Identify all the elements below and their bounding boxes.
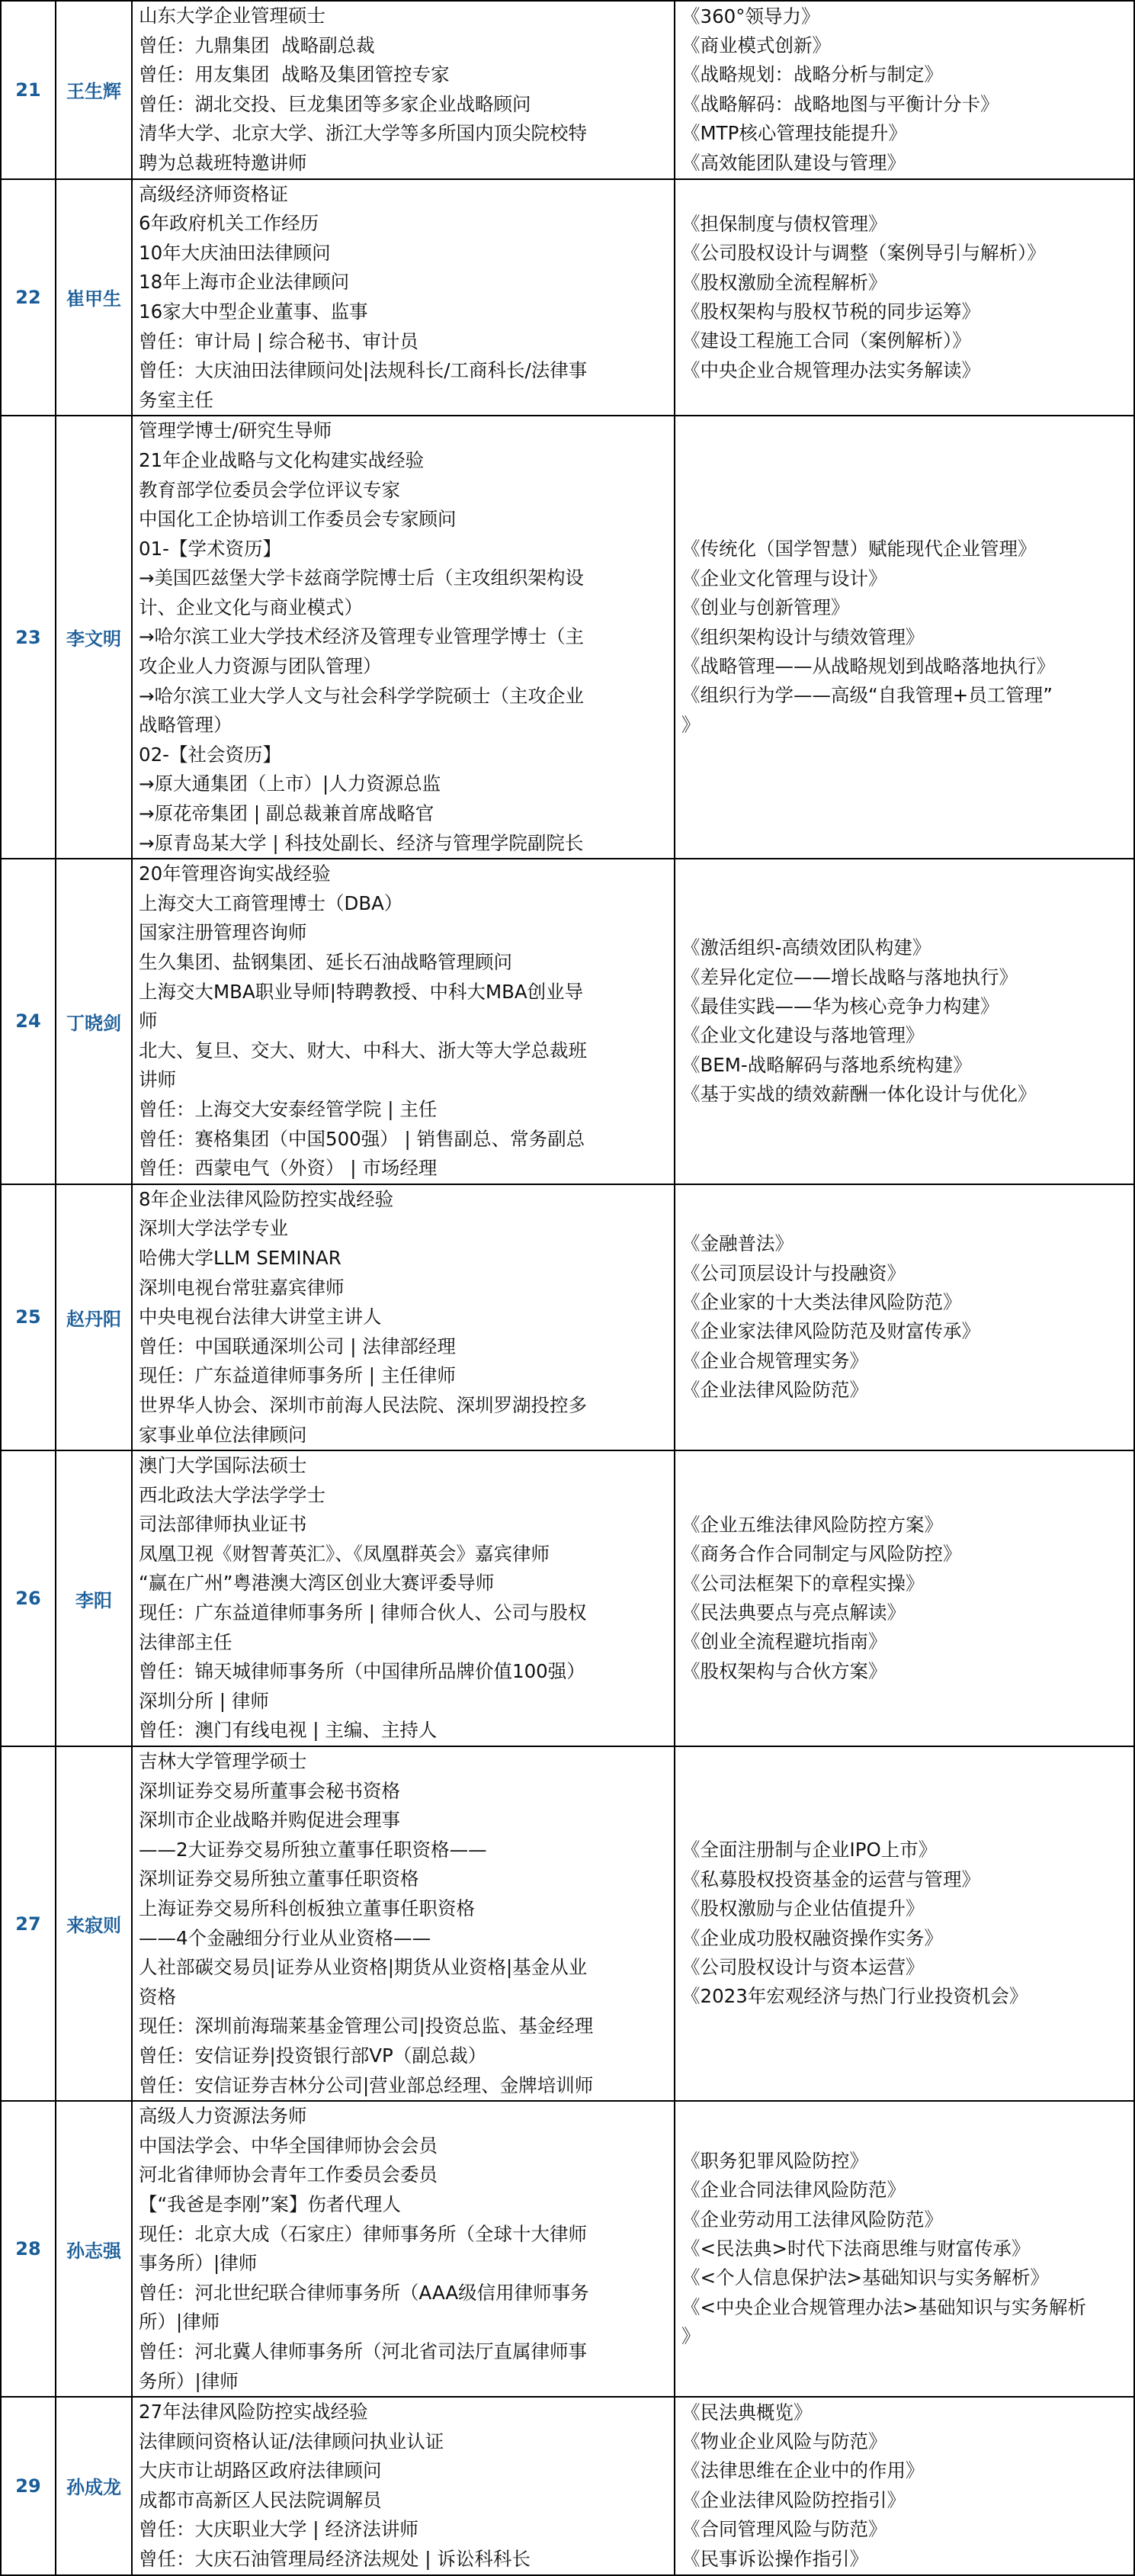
row-number: 23 xyxy=(1,416,56,859)
row-number: 28 xyxy=(1,2101,56,2397)
course-title: 《高效能团队建设与管理》 xyxy=(681,151,906,174)
lecturer-profile xyxy=(132,1,675,179)
lecturer-profile xyxy=(132,2397,675,2575)
course-title: 《企业劳动用工法律风险防范》 xyxy=(681,2208,943,2231)
profile-line: 人社部碳交易员|证券从业资格|期货从业资格|基金从业 xyxy=(139,1956,588,1979)
lecturer-profile xyxy=(132,1746,675,2101)
course-title: 《基于实战的绩效薪酬一体化设计与优化》 xyxy=(681,1083,1037,1106)
profile-line: 曾任：中国联通深圳公司 | 法律部经理 xyxy=(139,1335,456,1357)
row-number: 29 xyxy=(1,2397,56,2575)
course-title: 《企业合规管理实务》 xyxy=(681,1349,868,1372)
course-title: 《组织架构设计与绩效管理》 xyxy=(681,625,925,648)
profile-line: 资格 xyxy=(139,1985,176,2008)
lecturer-courses xyxy=(675,1450,1134,1746)
profile-line: 现任：广东益道律师事务所 | 主任律师 xyxy=(139,1364,456,1387)
profile-line: →原青岛某大学 | 科技处副长、经济与管理学院副院长 xyxy=(139,831,584,854)
course-title: 《战略规划：战略分析与制定》 xyxy=(681,63,943,86)
row-number: 22 xyxy=(1,179,56,416)
profile-line: 曾任：赛格集团（中国500强） | 销售副总、常务副总 xyxy=(139,1127,585,1150)
profile-line: 02-【社会资历】 xyxy=(139,743,282,766)
course-title: 《战略管理——从战略规划到战略落地执行》 xyxy=(681,654,1055,677)
profile-line: 18年上海市企业法律顾问 xyxy=(139,271,350,294)
profile-line: 生久集团、盐钢集团、延长石油战略管理顾问 xyxy=(139,951,512,973)
lecturer-name: 崔甲生 xyxy=(56,179,132,416)
course-title: 《差异化定位——增长战略与落地执行》 xyxy=(681,965,1018,988)
profile-line: 北大、复旦、交大、财大、中科大、浙大等大学总裁班 xyxy=(139,1039,587,1062)
profile-line: 大庆市让胡路区政府法律顾问 xyxy=(139,2459,382,2482)
profile-line: 河北省律师协会青年工作委员会委员 xyxy=(139,2163,438,2186)
profile-line: ——2大证券交易所独立董事任职资格—— xyxy=(139,1838,487,1861)
lecturer-name: 来寂则 xyxy=(56,1746,132,2101)
profile-line: “赢在广州”粤港澳大湾区创业大赛评委导师 xyxy=(139,1572,495,1595)
lecturer-row xyxy=(1,2397,1134,2575)
lecturer-row xyxy=(1,416,1134,859)
course-title: 《企业法律风险防范》 xyxy=(681,1379,868,1402)
lecturer-courses xyxy=(675,2101,1134,2397)
course-title: 《企业成功股权融资操作实务》 xyxy=(681,1926,943,1949)
course-title: 《担保制度与债权管理》 xyxy=(681,212,887,235)
profile-line: 攻企业人力资源与团队管理） xyxy=(139,655,382,678)
course-title: 《创业与创新管理》 xyxy=(681,596,850,619)
profile-line: 曾任：锦天城律师事务所（中国律所品牌价值100强） xyxy=(139,1660,585,1683)
profile-line: 中国法学会、中华全国律师协会会员 xyxy=(139,2134,438,2157)
lecturer-profile xyxy=(132,859,675,1184)
course-title: 《企业家的十大类法律风险防范》 xyxy=(681,1291,962,1314)
profile-line: 山东大学企业管理硕士 xyxy=(139,5,325,27)
profile-line: 曾任：大庆职业大学 | 经济法讲师 xyxy=(139,2518,418,2541)
course-title: 《企业五维法律风险防控方案》 xyxy=(681,1513,943,1536)
lecturer-row xyxy=(1,1184,1134,1450)
profile-line: 司法部律师执业证书 xyxy=(139,1513,307,1536)
lecturer-row xyxy=(1,1450,1134,1746)
profile-line: 师 xyxy=(139,1010,158,1033)
course-title: 《民法典要点与亮点解读》 xyxy=(681,1601,906,1624)
profile-line: 事务所）|律师 xyxy=(139,2252,258,2275)
profile-line: 所）|律师 xyxy=(139,2311,220,2333)
profile-line: 【“我爸是李刚”案】伤者代理人 xyxy=(139,2192,401,2215)
profile-line: 21年企业战略与文化构建实战经验 xyxy=(139,448,425,471)
profile-line: ——4个金融细分行业从业资格—— xyxy=(139,1926,431,1949)
profile-line: 16家大中型企业董事、监事 xyxy=(139,300,368,323)
profile-line: →原大通集团（上市）|人力资源总监 xyxy=(139,772,441,795)
course-title: 《2023年宏观经济与热门行业投资机会》 xyxy=(681,1985,1028,2008)
profile-line: 曾任：澳门有线电视 | 主编、主持人 xyxy=(139,1719,438,1742)
course-title: 《公司股权设计与资本运营》 xyxy=(681,1956,925,1978)
lecturer-row xyxy=(1,2101,1134,2397)
row-number: 25 xyxy=(1,1184,56,1450)
course-title: 《公司顶层设计与投融资》 xyxy=(681,1261,906,1284)
course-title: 《企业文化管理与设计》 xyxy=(681,567,887,589)
row-number: 26 xyxy=(1,1450,56,1746)
course-title: 《商务合作合同制定与风险防控》 xyxy=(681,1543,962,1566)
profile-line: 管理学博士/研究生导师 xyxy=(139,419,332,442)
lecturer-courses xyxy=(675,416,1134,859)
profile-line: 现任：北京大成（石家庄）律师事务所（全球十大律师 xyxy=(139,2222,587,2245)
profile-line: 务室主任 xyxy=(139,388,213,411)
profile-line: 6年政府机关工作经历 xyxy=(139,212,319,235)
profile-line: 凤凰卫视《财智菁英汇》、《凤凰群英会》嘉宾律师 xyxy=(139,1542,550,1565)
profile-line: 上海交大MBA职业导师|特聘教授、中科大MBA创业导 xyxy=(139,980,584,1003)
profile-line: 澳门大学国际法硕士 xyxy=(139,1454,307,1477)
lecturer-profile xyxy=(132,1450,675,1746)
lecturer-profile xyxy=(132,1184,675,1450)
course-title: 《民法典概览》 xyxy=(681,2401,813,2423)
course-title: 《创业全流程避坑指南》 xyxy=(681,1630,887,1653)
profile-line: 20年管理咨询实战经验 xyxy=(139,862,331,885)
course-title: 《公司股权设计与调整（案例导引与解析）》 xyxy=(681,242,1046,265)
lecturer-profile xyxy=(132,416,675,859)
profile-line: 成都市高新区人民法院调解员 xyxy=(139,2488,382,2511)
course-title: 《商业模式创新》 xyxy=(681,34,831,56)
profile-line: 哈佛大学LLM SEMINAR xyxy=(139,1246,341,1269)
course-title: 《职务犯罪风险防控》 xyxy=(681,2149,868,2172)
lecturer-profile xyxy=(132,179,675,416)
profile-line: 深圳证券交易所独立董事任职资格 xyxy=(139,1868,419,1890)
profile-line: 计、企业文化与商业模式） xyxy=(139,596,363,618)
profile-line: 教育部学位委员会学位评议专家 xyxy=(139,478,400,501)
profile-line: 曾任：用友集团 战略及集团管控专家 xyxy=(139,63,450,86)
profile-line: 曾任：大庆石油管理局经济法规处 | 诉讼科科长 xyxy=(139,2548,531,2571)
lecturer-courses xyxy=(675,859,1134,1184)
course-title: 《360°领导力》 xyxy=(681,5,820,27)
profile-line: 曾任：西蒙电气（外资） | 市场经理 xyxy=(139,1157,438,1180)
course-title: 《法律思维在企业中的作用》 xyxy=(681,2459,925,2482)
course-title: 《MTP核心管理技能提升》 xyxy=(681,122,907,145)
lecturer-courses xyxy=(675,1,1134,179)
course-title: 《最佳实践——华为核心竞争力构建》 xyxy=(681,995,999,1018)
profile-line: 法律部主任 xyxy=(139,1630,232,1653)
row-number: 24 xyxy=(1,859,56,1184)
lecturer-name: 李文明 xyxy=(56,416,132,859)
course-title: 《激活组织-高绩效团队构建》 xyxy=(681,936,931,959)
profile-line: 务所）|律师 xyxy=(139,2369,239,2392)
profile-line: 深圳大学法学专业 xyxy=(139,1217,288,1240)
profile-line: 曾任：安信证券|投资银行部VP（副总裁） xyxy=(139,2044,487,2067)
course-title: 《组织行为学——高级“自我管理+员工管理” xyxy=(681,684,1053,707)
lecturer-name: 王生辉 xyxy=(56,1,132,179)
lecturer-courses xyxy=(675,1746,1134,2101)
profile-line: 深圳电视台常驻嘉宾律师 xyxy=(139,1276,345,1299)
profile-line: 曾任：河北冀人律师事务所（河北省司法厅直属律师事 xyxy=(139,2340,587,2362)
course-title: 《股权激励与企业估值提升》 xyxy=(681,1897,925,1920)
lecturer-name: 赵丹阳 xyxy=(56,1184,132,1450)
course-title: 《战略解码：战略地图与平衡计分卡》 xyxy=(681,92,999,115)
profile-line: 世界华人协会、深圳市前海人民法院、深圳罗湖投控多 xyxy=(139,1393,587,1416)
course-title: 》 xyxy=(681,2325,701,2348)
lecturer-courses xyxy=(675,1184,1134,1450)
profile-line: 上海证券交易所科创板独立董事任职资格 xyxy=(139,1897,475,1919)
course-title: 《股权架构与股权节税的同步运筹》 xyxy=(681,300,980,323)
profile-line: 西北政法大学法学学士 xyxy=(139,1483,325,1506)
profile-line: 曾任：安信证券吉林分公司|营业部总经理、金牌培训师 xyxy=(139,2073,594,2096)
profile-line: 深圳分所 | 律师 xyxy=(139,1689,269,1712)
profile-line: 聘为总裁班特邀讲师 xyxy=(139,151,307,174)
course-title: 《中央企业合规管理办法实务解读》 xyxy=(681,358,980,381)
profile-line: 深圳证券交易所董事会秘书资格 xyxy=(139,1779,400,1802)
profile-line: 曾任：审计局 | 综合秘书、审计员 xyxy=(139,329,418,352)
row-number: 21 xyxy=(1,1,56,179)
profile-line: 战略管理） xyxy=(139,714,232,737)
profile-line: 曾任：九鼎集团 战略副总裁 xyxy=(139,34,375,56)
lecturer-courses xyxy=(675,2397,1134,2575)
profile-line: 高级经济师资格证 xyxy=(139,182,288,205)
course-title: 《传统化（国学智慧）赋能现代企业管理》 xyxy=(681,538,1037,560)
lecturer-name: 丁晓剑 xyxy=(56,859,132,1184)
profile-line: 法律顾问资格认证/法律顾问执业认证 xyxy=(139,2430,444,2452)
lecturer-name: 李阳 xyxy=(56,1450,132,1746)
course-title: 《企业合同法律风险防范》 xyxy=(681,2179,906,2202)
lecturer-row xyxy=(1,179,1134,416)
lecturer-courses xyxy=(675,179,1134,416)
row-number: 27 xyxy=(1,1746,56,2101)
profile-line: 高级人力资源法务师 xyxy=(139,2105,307,2128)
profile-line: 现任：深圳前海瑞莱基金管理公司|投资总监、基金经理 xyxy=(139,2015,594,2038)
lecturer-table-body xyxy=(1,1,1134,2575)
profile-line: 吉林大学管理学硕士 xyxy=(139,1750,307,1773)
course-title: 《<中央企业合规管理办法>基础知识与实务解析 xyxy=(681,2295,1087,2318)
course-title: 《企业法律风险防控指引》 xyxy=(681,2488,906,2511)
course-title: 《物业企业风险与防范》 xyxy=(681,2430,887,2453)
profile-line: 现任：广东益道律师事务所 | 律师合伙人、公司与股权 xyxy=(139,1601,587,1624)
profile-line: 曾任：上海交大安泰经管学院 | 主任 xyxy=(139,1097,438,1120)
lecturer-row xyxy=(1,859,1134,1184)
course-title: 《全面注册制与企业IPO上市》 xyxy=(681,1839,938,1861)
profile-line: →原花帝集团 | 副总裁兼首席战略官 xyxy=(139,802,434,825)
profile-line: →哈尔滨工业大学技术经济及管理专业管理学博士（主 xyxy=(139,625,585,648)
profile-line: 中央电视台法律大讲堂主讲人 xyxy=(139,1306,382,1328)
profile-line: 27年法律风险防控实战经验 xyxy=(139,2401,368,2423)
profile-line: 8年企业法律风险防控实战经验 xyxy=(139,1187,394,1210)
profile-line: 曾任：河北世纪联合律师事务所（AAA级信用律师事务 xyxy=(139,2281,589,2304)
profile-line: 国家注册管理咨询师 xyxy=(139,921,307,944)
lecturer-row xyxy=(1,1746,1134,2101)
profile-line: 10年大庆油田法律顾问 xyxy=(139,241,331,264)
lecturer-name: 孙成龙 xyxy=(56,2397,132,2575)
profile-line: 中国化工企协培训工作委员会专家顾问 xyxy=(139,508,457,531)
profile-line: 深圳市企业战略并购促进会理事 xyxy=(139,1809,400,1832)
course-title: 《<民法典>时代下法商思维与财富传承》 xyxy=(681,2237,1031,2260)
course-title: 《股权激励全流程解析》 xyxy=(681,271,887,294)
course-title: 《金融普法》 xyxy=(681,1232,794,1255)
course-title: 《民事诉讼操作指引》 xyxy=(681,2547,868,2570)
profile-line: 曾任：湖北交投、巨龙集团等多家企业战略顾问 xyxy=(139,92,531,115)
lecturer-name: 孙志强 xyxy=(56,2101,132,2397)
course-title: 《私募股权投资基金的运营与管理》 xyxy=(681,1868,980,1890)
course-title: 《合同管理风险与防范》 xyxy=(681,2518,887,2541)
profile-line: 上海交大工商管理博士（DBA） xyxy=(139,891,403,914)
profile-line: 讲师 xyxy=(139,1068,176,1091)
profile-line: 清华大学、北京大学、浙江大学等多所国内顶尖院校特 xyxy=(139,122,587,145)
course-title: 《<个人信息保护法>基础知识与实务解析》 xyxy=(681,2266,1050,2289)
course-title: 《企业家法律风险防范及财富传承》 xyxy=(681,1320,980,1343)
profile-line: →哈尔滨工业大学人文与社会科学学院硕士（主攻企业 xyxy=(139,684,585,707)
course-title: 《BEM-战略解码与落地系统构建》 xyxy=(681,1053,972,1076)
profile-line: 01-【学术资历】 xyxy=(139,537,282,560)
lecturer-row xyxy=(1,1,1134,179)
course-title: 《企业文化建设与落地管理》 xyxy=(681,1024,925,1047)
lecturer-profile xyxy=(132,2101,675,2397)
profile-line: 曾任：大庆油田法律顾问处|法规科长/工商科长/法律事 xyxy=(139,359,588,382)
course-title: 《公司法框架下的章程实操》 xyxy=(681,1572,925,1595)
profile-line: 家事业单位法律顾问 xyxy=(139,1423,307,1446)
course-title: 《股权架构与合伙方案》 xyxy=(681,1659,887,1682)
profile-line: →美国匹兹堡大学卡兹商学院博士后（主攻组织架构设 xyxy=(139,567,585,589)
course-title: 》 xyxy=(681,713,701,736)
course-title: 《建设工程施工合同（案例解析）》 xyxy=(681,329,971,352)
